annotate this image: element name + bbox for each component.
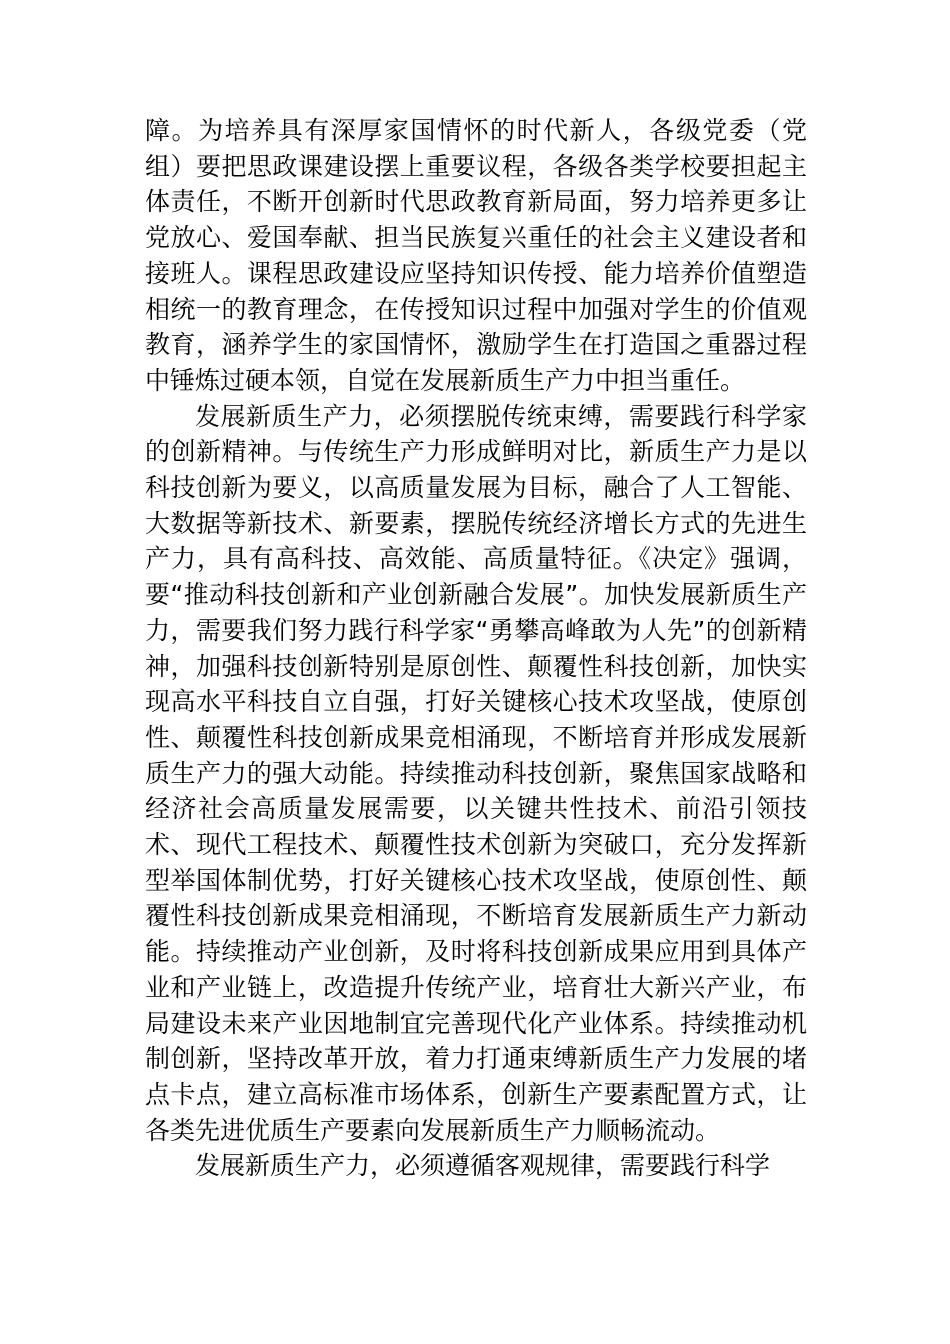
paragraph-continuation: 障。为培养具有深厚家国情怀的时代新人，各级党委（党组）要把思政课建设摆上重要议程，各级各类学校要担起主体责任，不断开创新时代思政教育新局面，努力培养更多让党放心、爱国奉献、担当民族复兴重任的社会主义建设者和接班人。课程思政建设应坚持知识传授、能力培养价值塑造相统一的教育理念，在传授知识过程中加强对学生的价值观教育，涵养学生的家国情怀，激励学生在打造国之重器过程中锤炼过硬本领，自觉在发展新质生产力中担当重任。 bbox=[145, 116, 807, 395]
paragraph-innovation-spirit: 发展新质生产力，必须摆脱传统束缚，需要践行科学家的创新精神。与传统生产力形成鲜明对比，新质生产力是以科技创新为要义，以高质量发展为目标，融合了人工智能、大数据等新技术、新要素，摆脱传统经济增长方式的先进生产力，具有高科技、高效能、高质量特征。《决定》强调，要“推动科技创新和产业创新融合发展”。加快发展新质生产力，需要我们努力践行科学家“勇攀高峰敢为人先”的创新精神，加强科技创新特别是原创性、颠覆性科技创新，加快实现高水平科技自立自强，打好关键核心技术攻坚战，使原创性、颠覆性科技创新成果竞相涌现，不断培育并形成发展新质生产力的强大动能。持续推动科技创新，聚焦国家战略和经济社会高质量发展需要，以关键共性技术、前沿引领技术、现代工程技术、颠覆性技术创新为突破口，充分发挥新型举国体制优势，打好关键核心技术攻坚战，使原创性、颠覆性科技创新成果竞相涌现，不断培育发展新质生产力新动能。持续推动产业创新，及时将科技创新成果应用到具体产业和产业链上，改造提升传统产业，培育壮大新兴产业，布局建设未来产业因地制宜完善现代化产业体系。持续推动机制创新，坚持改革开放，着力打通束缚新质生产力发展的堵点卡点，建立高标准市场体系，创新生产要素配置方式，让各类先进优质生产要素向发展新质生产力顺畅流动。 bbox=[145, 401, 807, 1145]
paragraph-objective-laws: 发展新质生产力，必须遵循客观规律，需要践行科学 bbox=[195, 1151, 771, 1181]
document-page bbox=[145, 113, 807, 1184]
